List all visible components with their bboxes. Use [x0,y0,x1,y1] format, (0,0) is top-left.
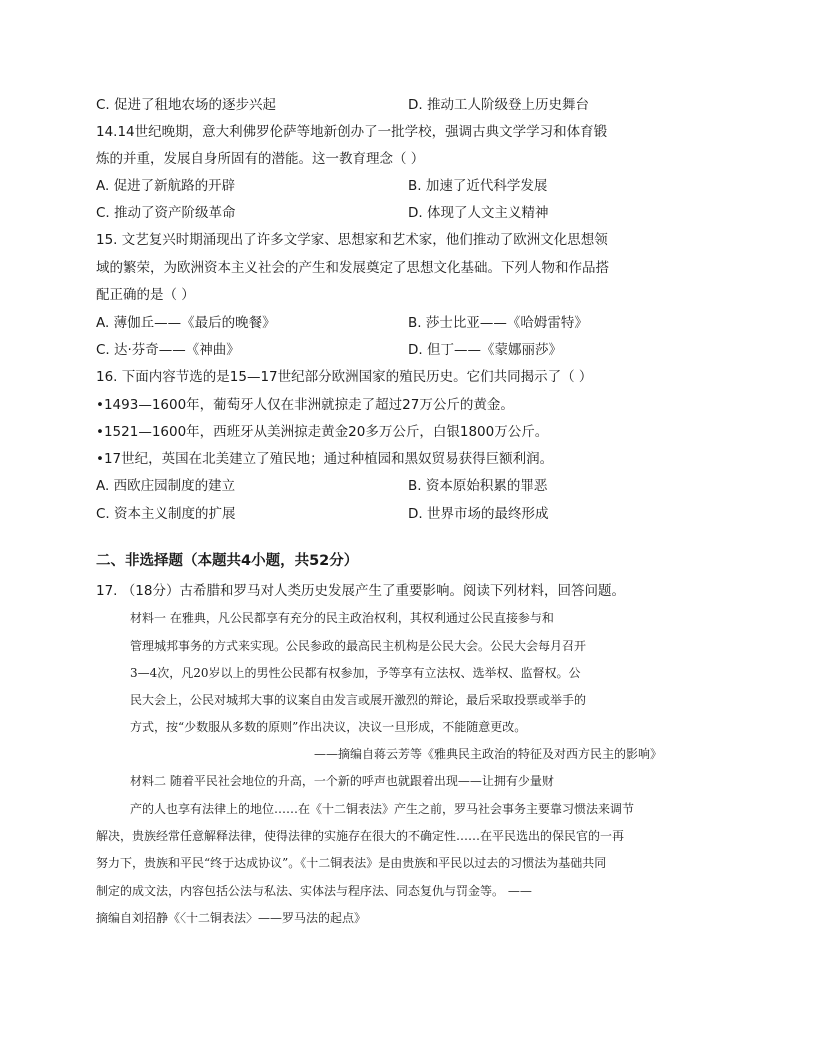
material1-line5: 方式，按“少数服从多数的原则”作出决议，决议一旦形成，不能随意更改。 [130,720,527,734]
material2-line1: 材料二 随着平民社会地位的升高，一个新的呼声也就跟着出现——让拥有少量财 [130,774,554,788]
q14-stem-line2: 炼的并重，发展自身所固有的潜能。这一教育理念（ ） [96,151,425,167]
q15-option-b: B. 莎士比亚——《哈姆雷特》 [408,315,588,331]
q15-stem-line2: 域的繁荣，为欧洲资本主义社会的产生和发展奠定了思想文化基础。下列人物和作品搭 [96,260,609,276]
q16-bullet-3: •17世纪，英国在北美建立了殖民地；通过种植园和黑奴贸易获得巨额利润。 [96,451,554,467]
material1-line4: 民大会上，公民对城邦大事的议案自由发言或展开激烈的辩论，最后采取投票或举手的 [130,693,587,707]
q14-option-a: A. 促进了新航路的开辟 [96,178,236,194]
q15-option-a: A. 薄伽丘——《最后的晚餐》 [96,315,276,331]
material1-line3: 3—4次，凡20岁以上的男性公民都有权参加，予等享有立法权、选举权、监督权。公 [130,666,581,680]
material2-line3: 解决，贵族经常任意解释法律，使得法律的实施存在很大的不确定性……在平民选出的保民官的一再 [96,829,625,843]
material2-line5: 制定的成文法，内容包括公法与私法、实体法与程序法、同态复仇与罚金等。 —— [96,884,532,898]
q16-bullet-1: •1493—1600年，葡萄牙人仅在非洲就掠走了超过27万公斤的黄金。 [96,397,514,413]
q14-option-c: C. 推动了资产阶级革命 [96,205,236,221]
material2-line2: 产的人也享有法律上的地位……在《十二铜表法》产生之前，罗马社会事务主要靠习惯法来调节 [130,802,635,816]
q15-option-d: D. 但丁——《蒙娜丽莎》 [408,342,562,358]
material2-source: 摘编自刘招静《〈十二铜表法〉——罗马法的起点》 [96,911,367,925]
q13-option-d: D. 推动工人阶级登上历史舞台 [408,97,589,113]
q14-option-b: B. 加速了近代科学发展 [408,178,548,194]
q16-option-a: A. 西欧庄园制度的建立 [96,478,236,494]
q15-option-c: C. 达·芬奇——《神曲》 [96,342,240,358]
material1-line1: 材料一 在雅典，凡公民都享有充分的民主政治权利，其权利通过公民直接参与和 [130,611,554,625]
q13-option-c: C. 促进了租地农场的逐步兴起 [96,97,277,113]
q15-stem-line3: 配正确的是（ ） [96,287,195,303]
q16-option-b: B. 资本原始积累的罪恶 [408,478,548,494]
q14-stem-line1: 14.14世纪晚期，意大利佛罗伦萨等地新创办了一批学校，强调古典文学学习和体育锻 [96,124,608,140]
q16-stem: 16. 下面内容节选的是15—17世纪部分欧洲国家的殖民历史。它们共同揭示了（ ） [96,369,593,385]
q16-option-d: D. 世界市场的最终形成 [408,506,549,522]
material2-line4: 努力下，贵族和平民“终于达成协议”。《十二铜表法》是由贵族和平民以过去的习惯法为基础共同 [96,856,607,870]
section-heading: 二、非选择题（本题共4小题，共52分） [96,553,359,569]
q16-bullet-2: •1521—1600年，西班牙从美洲掠走黄金20多万公斤，白银1800万公斤。 [96,424,549,440]
q14-option-d: D. 体现了人文主义精神 [408,205,549,221]
q16-option-c: C. 资本主义制度的扩展 [96,506,236,522]
q15-stem-line1: 15. 文艺复兴时期涌现出了许多文学家、思想家和艺术家，他们推动了欧洲文化思想领 [96,232,608,248]
material1-source: ——摘编自蒋云芳等《雅典民主政治的特征及对西方民主的影响》 [314,747,663,761]
material1-line2: 管理城邦事务的方式来实现。公民参政的最高民主机构是公民大会。公民大会每月召开 [130,639,587,653]
q17-stem: 17. （18分）古希腊和罗马对人类历史发展产生了重要影响。阅读下列材料，回答问题。 [96,583,625,599]
